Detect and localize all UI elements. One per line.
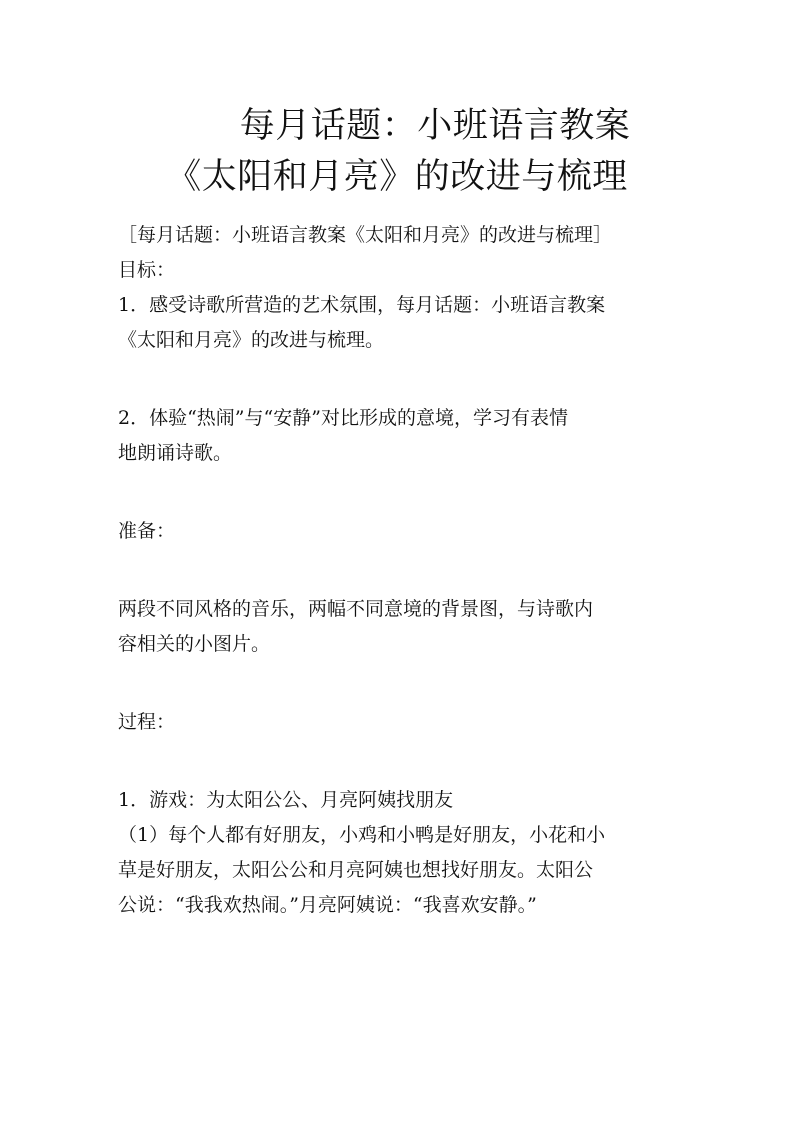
process-step-1-heading: 1．游戏：为太阳公公、月亮阿姨找朋友 [118,789,454,811]
section-heading-goals: 目标： [118,259,176,281]
paragraph-spacer [118,662,678,705]
paragraph-spacer [118,549,678,592]
document-body [118,218,678,923]
goal-1-line-1: 1．感受诗歌所营造的艺术氛围，每月话题：小班语言教案 [118,294,606,316]
section-heading-preparation: 准备： [118,520,176,542]
document-title-line-2: 《太阳和月亮》的改进与梳理 [166,157,628,197]
document-title-line-1: 每月话题：小班语言教案 [239,106,631,146]
process-step-1-line-1: （1）每个人都有好朋友，小鸡和小鸭是好朋友，小花和小 [118,824,606,846]
paragraph-spacer [118,740,678,783]
process-step-1-line-3: 公说：“我我欢热闹。”月亮阿姨说：“我喜欢安静。” [118,894,537,916]
paragraph-spacer [118,471,678,514]
preparation-line-2: 容相关的小图片。 [118,633,271,655]
subtitle-bracket: ［每月话题：小班语言教案《太阳和月亮》的改进与梳理］ [118,224,613,246]
process-step-1-line-2: 草是好朋友，太阳公公和月亮阿姨也想找好朋友。太阳公 [118,859,594,881]
preparation-line-1: 两段不同风格的音乐，两幅不同意境的背景图，与诗歌内 [118,598,594,620]
goal-1-line-2: 《太阳和月亮》的改进与梳理。 [118,329,385,351]
section-heading-process: 过程： [118,711,176,733]
goal-2-line-1: 2．体验“热闹”与“安静”对比形成的意境，学习有表情 [118,407,568,429]
goal-2-line-2: 地朗诵诗歌。 [118,442,233,464]
paragraph-spacer [118,358,678,401]
